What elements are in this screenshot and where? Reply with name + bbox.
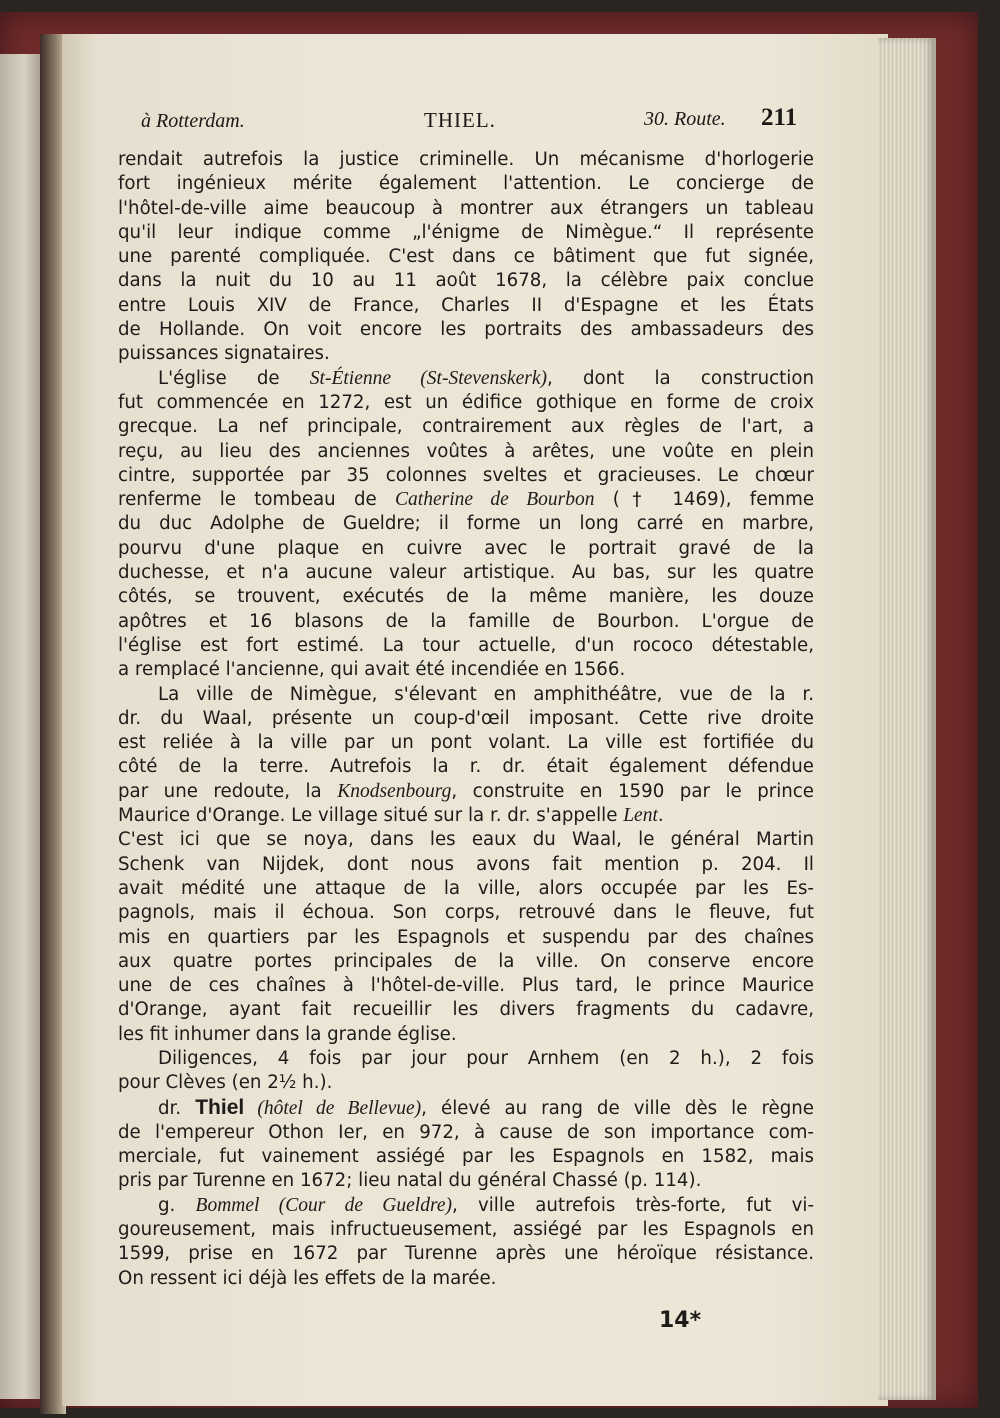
text-line: cintre, supportée par 35 colonnes sveltes et gracieuses. Le chœur bbox=[118, 464, 814, 486]
text-run: , dont la construction bbox=[546, 367, 814, 389]
text-run: , élevé au rang de ville dès le règne bbox=[421, 1097, 814, 1119]
text-line: duchesse, et n'a aucune valeur artistique. Au bas, sur les quatre bbox=[118, 562, 814, 584]
text-line: dans la nuit du 10 au 11 août 1678, la célèbre paix conclue bbox=[118, 270, 814, 292]
text-line: reçu, au lieu des anciennes voûtes à arêtes, une voûte en plein bbox=[118, 440, 814, 462]
text-line: d'Orange, ayant fait recueillir les divers fragments du cadavre, bbox=[118, 999, 814, 1021]
text-line: goureusement, mais infructueusement, assiégé par les Espagnols en bbox=[118, 1219, 814, 1241]
text-line: fut commencée en 1272, est un édifice gothique en forme de croix bbox=[118, 391, 814, 413]
text-line: avait médité une attaque de la ville, alors occupée par les Es- bbox=[118, 877, 814, 899]
text-line: une de ces chaînes à l'hôtel-de-ville. Plus tard, le prince Maurice bbox=[118, 975, 814, 997]
text-run: dr. bbox=[158, 1097, 196, 1119]
text-line: une parenté compliquée. C'est dans ce bâtiment que fut signée, bbox=[118, 246, 814, 268]
text-line: de Hollande. On voit encore les portraits des ambassadeurs des bbox=[118, 319, 814, 341]
text-line: est reliée à la ville par un pont volant. La ville est fortifiée du bbox=[118, 732, 814, 754]
header-title: THIEL. bbox=[424, 108, 496, 132]
text-line: côtés, se trouvent, exécutés de la même manière, les douze bbox=[118, 586, 814, 608]
text-line: merciale, fut vainement assiégé par les Espagnols en 1582, mais bbox=[118, 1146, 814, 1168]
town-name: Thiel bbox=[195, 1095, 245, 1119]
text-line: Diligences, 4 fois par jour pour Arnhem (en 2 h.), 2 fois bbox=[158, 1047, 814, 1069]
header-route: 30. Route. bbox=[644, 108, 726, 130]
text-line: On ressent ici déjà les effets de la marée. bbox=[118, 1267, 497, 1289]
italic-run: Bommel (Cour de Gueldre) bbox=[195, 1194, 452, 1216]
text-line: qu'il leur indique comme „l'énigme de Nimègue.“ Il représente bbox=[118, 221, 814, 243]
italic-run: (hôtel de Bellevue) bbox=[244, 1097, 422, 1119]
italic-run: St-Étienne (St-Stevenskerk) bbox=[309, 367, 547, 389]
text-run: par une redoute, la bbox=[118, 780, 338, 802]
text-run: renferme le tombeau de bbox=[118, 489, 396, 511]
text-line: La ville de Nimègue, s'élevant en amphithéâtre, vue de la r. bbox=[158, 683, 814, 705]
text-run: , ville autrefois très-forte, fut vi- bbox=[451, 1194, 815, 1216]
text-line: les fit inhumer dans la grande église. bbox=[118, 1023, 457, 1045]
text-line bbox=[118, 780, 814, 804]
text-line: pourvu d'une plaque en cuivre avec le portrait gravé de la bbox=[118, 537, 814, 559]
header-left: à Rotterdam. bbox=[141, 110, 245, 132]
text-line: pour Clèves (en 2½ h.). bbox=[118, 1072, 333, 1094]
page-number: 211 bbox=[761, 104, 798, 131]
text-line: mis en quartiers par les Espagnols et suspendu par des chaînes bbox=[118, 926, 814, 948]
page-body-text bbox=[118, 148, 814, 1291]
text-line: aux quatre portes principales de la ville. On conserve encore bbox=[118, 950, 814, 972]
text-line: rendait autrefois la justice criminelle. Un mécanisme d'horlogerie bbox=[118, 149, 814, 170]
text-run: . bbox=[657, 805, 664, 827]
text-line: a remplacé l'ancienne, qui avait été incendiée en 1566. bbox=[118, 659, 626, 681]
text-run: († 1469), femme bbox=[594, 489, 815, 511]
signature-mark: 14* bbox=[659, 1308, 702, 1333]
text-line: côté de la terre. Autrefois la r. dr. était également défendue bbox=[118, 756, 814, 778]
text-line: apôtres et 16 blasons de la famille de Bourbon. L'orgue de bbox=[118, 610, 814, 632]
text-line: fort ingénieux mérite également l'attention. Le concierge de bbox=[118, 173, 814, 195]
text-run: L'église de bbox=[158, 367, 310, 389]
italic-run: Catherine de Bourbon bbox=[395, 489, 595, 511]
text-line bbox=[118, 1096, 814, 1121]
text-line: de l'empereur Othon Ier, en 972, à cause de son importance com- bbox=[118, 1121, 814, 1143]
text-line: du duc Adolphe de Gueldre; il forme un long carré en marbre, bbox=[118, 513, 814, 535]
text-line bbox=[118, 1194, 814, 1218]
text-line bbox=[118, 804, 814, 828]
text-line: Schenk van Nijdek, dont nous avons fait mention p. 204. Il bbox=[118, 853, 814, 875]
page-stack-edges bbox=[878, 38, 936, 1400]
text-line: pagnols, mais il échoua. Son corps, retrouvé dans le fleuve, fut bbox=[118, 902, 814, 924]
text-line bbox=[118, 488, 814, 512]
text-line: l'église est fort estimé. La tour actuelle, d'un rococo détestable, bbox=[118, 634, 814, 656]
text-line: l'hôtel-de-ville aime beaucoup à montrer aux étrangers un tableau bbox=[118, 197, 814, 219]
text-line: entre Louis XIV de France, Charles II d'Espagne et les États bbox=[118, 294, 814, 316]
italic-run: Lent bbox=[623, 805, 658, 827]
text-line: dr. du Waal, présente un coup-d'œil imposant. Cette rive droite bbox=[118, 707, 814, 729]
text-run: , construite en 1590 par le prince bbox=[451, 780, 814, 802]
text-line: puissances signataires. bbox=[118, 343, 330, 365]
italic-run: Knodsenbourg bbox=[337, 780, 452, 802]
text-run: Maurice d'Orange. Le village situé sur la r. dr. s'appelle bbox=[118, 805, 624, 827]
previous-page-edge bbox=[0, 54, 44, 1399]
text-line: C'est ici que se noya, dans les eaux du Waal, le général Martin bbox=[118, 829, 814, 851]
text-line: grecque. La nef principale, contrairement aux règles de l'art, a bbox=[118, 416, 814, 438]
text-line bbox=[118, 367, 814, 391]
text-run: g. bbox=[158, 1194, 196, 1216]
text-line: pris par Turenne en 1672; lieu natal du général Chassé (p. 114). bbox=[118, 1170, 702, 1192]
text-line: 1599, prise en 1672 par Turenne après une héroïque résistance. bbox=[118, 1243, 814, 1265]
running-header bbox=[141, 104, 801, 140]
